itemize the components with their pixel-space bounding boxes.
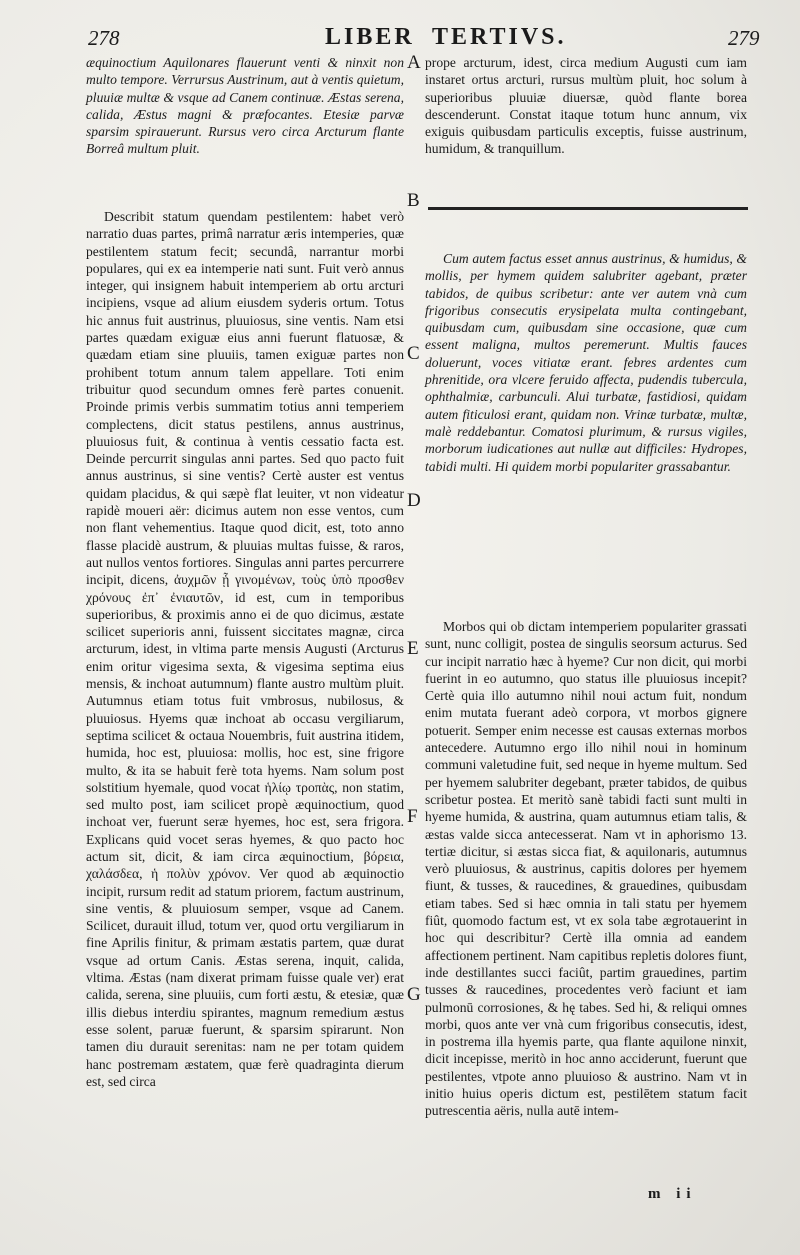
margin-letter-d: D xyxy=(407,490,421,511)
right-commentary-text: Morbos qui ob dictam intemperiem populariter grassati sunt, nunc colligit, postea de singulis seorsum acturus. Sed cur incipit narratio hæc à hyeme? Cur non dicit, qui morbi fuerint in eo autumno, quo status ille pluuiosus incepit? Certè quia illo autumno nihil noui actum fuit, nondum enim mutata fuerant adeò corpora, vt morbos gignere potuerit. Semper enim necesse est causas externas morbos antecedere. Autumno ergo illo nihil noui in hominum communi valetudine fuit, sed neque in hyeme multum. Sed per hyemem salubriter degebant, præter tabidos, de quibus scribetur postea. Et meritò sanè tabidi facti sunt multi in hyeme humida, & austrina, quam autumnus etiam talis, & æstas valde sicca antecesserat. Nam vt in aphorismo 13. tertiæ dicitur, si æstas sicca fiat, & aquilonaris, autumnus verò pluuiosus, & austrinus, capitis dolores per hyemem fiunt, & tusses, & raucedines, & grauedines, quibusdam etiam tabes. Sed si hæc omnia in tali statu per hyemem fiût, quomodo factum est, vt ex sola tabe ægrotauerint in hoc qui describitur? Certè illa omnia ad eandem affectionem pertinent. Nam capitibus repletis dolores fiunt, inde destillantes succi faciût, partim grauedines, partim tusses & raucedines, procedentes verò faciunt et iam pulmonū corrosiones, & hę tabes. Sed hi, & reliqui omnes morbi, quos ante ver vnà cum frigoribus consecutis, idest, in postrema illa hyemis parte, qua flante aquilone ninxit, dicit incepisse, meritò in hoc anno acciderunt, fuerunt que pestilentes, vtpote anno pluuioso & austrino. Nam vt in initio huius operis dictum est, pestilētem statum facit putrescentia aëris, nulla autē intem- xyxy=(425,619,747,1119)
running-head xyxy=(0,22,800,54)
margin-letter-a: A xyxy=(407,52,421,73)
right-lemma-text: Cum autem factus esset annus austrinus, & humidus, & mollis, per hymem quidem salubriter agebant, præter tabidos, de quibus scribetur: ante ver autem vnà cum frigoribus consecutis erysipelata multa contingebant, quibusdam cum, quibusdam sine occasione, quæ cum essent maligna, multos peremerunt. Multis fauces doluerunt, voces vitiatæ erant. febres ardentes cum phrenitide, ora vlcere feruido affecta, pudendis tubercula, ophthalmiæ, carbunculi. Alui turbatæ, fastidiosi, quidam autem fiticulosi erant, quidam non. Vrinæ turbatæ, multæ, malè reddebantur. Comatosi plurimum, & rursus vigiles, morborum iudicationes aut nullæ aut difficiles: Hydropes, tabidi multi. Hi quidem morbi populariter grassabantur. xyxy=(425,251,747,474)
right-lemma-continuation xyxy=(425,54,747,158)
left-lemma-text: æquinoctium Aquilonares flauerunt venti & ninxit non multo tempore. Verrursus Austrinum, aut à ventis quietum, pluuiæ multæ & vsque ad Canem continuæ. Æstas serena, calida, Æstus magni & præfocantes. Etesiæ parvæ sparsim spirauerunt. Rursus vero circa Arcturum flante Borreâ multum pluit. xyxy=(86,55,404,157)
left-commentary-text: Describit statum quendam pestilentem: habet verò narratio duas partes, primâ narratur æris intemperies, quæ pestilentem statum fecit; secundâ, narrantur morbi populares, qui ex ea intemperie nati sunt. Fuit verò annus integer, qui insignem habuit intemperiem ab ortu arcturi incipiens, vsque ad alium eiusdem syderis ortum. Totus hic annus fuit austrinus, pluuiosus, sine ventis. Nam etsi partes quædam exiguæ eius anni fuerunt flatuosæ, & quædam etiam sine pluuiis, tamen exiguæ partes non prohibent totum annum talem appellare. Toti enim tribuitur quod secundum omnes ferè partes conuenit. Proinde primis verbis summatim totius anni temperiem complectens, dicit status pestilens, annus austrinus, pluuiosus fuit, & continua à ventis cessatio facta est. Deinde percurrit singulas anni partes. Sed quo pacto fuit annus austrinus, si sine ventis? Certè auster est ventus quidam placidus, & qui sæpè flat leuiter, vt non videatur rapidè moueri aër: dicimus autem non esse ventos, cum non flant vehementius. Itaque quod dicit, est, toto anno flasse placidè austrum, & pluuias multas fuisse, & raros, aut nullos ventos fortiores. Singulas anni partes percurrere incipit, dicens, ἀυχμῶν ᾗ γινομένων, τοὺς ὑπὸ προσθεν χρόνους ἐπ᾽ ἐνιαυτῶν, id est, cum in temporibus superioribus, & proximis anno ei de quo dicimus, æstate scilicet superioris anni, fuissent siccitates magnæ, circa arcturum, idest, in vltima parte mensis Augusti (Arcturus enim oritur vigesima sexta, & vigesima septima eius mensis, & inchoat autumnum) flante austro multùm pluit. Autumnus etiam totus fuit vmbrosus, nubilosus, & pluuiosus. Hyems quæ inchoat ab occasu vergiliarum, septima scilicet & octaua Nouembris, fuit austrina itidem, humida, hoc est, pluuiosa: mollis, hoc est, sine frigore multo, & ita se habuit ferè tota hyems. Nam solum post solstitium hyemale, quod vocat ἡλίῳ τροπὰς, non statim, sed multo post, iam scilicet propè æquinoctium, quod inchoat ver, fuerunt seræ hyemes, hoc est, sera frigora. Explicans quid vocet seras hyemes, & quo pacto hoc actum sit, dicit, & iam circa æquinoctium, βόρεια, χαλάσδεα, ἡ πολὺν χρόνον. Ver quod ab æquinoctio incipit, rursum redit ad statum priorem, factum austrinum, sine ventis, & pluuiosum semper, vsque ad Canem. Scilicet, durauit illud, totum ver, quod ortu vergiliarum in fine Aprilis finitur, & primam æstatis partem, quæ durat vsque ad ortum Canis. Æstas serena, inquit, calida, vltima. Æstas (nam dixerat primam fuisse quale ver) erat calida, serena, sine pluuiis, cum forti æstu, & etesiæ, quæ illis diebus interdiu spirantes, magnum remedium æstus esse solent, paruæ fuerunt, & sparsim spirarunt. Non tamen diu durauit serenitas: nam ne per totam quidem hanc postremam æstatem, quæ ferè quadraginta dierum est, sed circa xyxy=(86,209,404,1089)
left-lemma-block xyxy=(86,54,404,158)
right-lemma-continuation-text: prope arcturum, idest, circa medium Augusti cum iam instaret ortus arcturi, rursus multùm pluit, hoc solum à superioribus pluuiæ diuersæ, quòd flante borea descenderunt. Constat itaque totum hunc annum, vix exiguis quibusdam particulis exceptis, fuisse austrinum, humidum, & tranquillum. xyxy=(425,55,747,157)
margin-letter-c: C xyxy=(407,343,420,364)
running-title-left: LIBER xyxy=(325,24,415,50)
page-number-right: 279 xyxy=(728,26,760,50)
margin-letter-e: E xyxy=(407,638,419,659)
right-commentary-block xyxy=(425,618,747,1120)
page-number-left: 278 xyxy=(88,26,120,50)
right-lemma-block xyxy=(425,250,747,475)
section-rule xyxy=(428,207,748,210)
signature-mark: m ii xyxy=(648,1186,697,1202)
left-commentary-block xyxy=(86,208,404,1090)
margin-letter-g: G xyxy=(407,984,421,1005)
margin-letter-f: F xyxy=(407,806,418,827)
running-title-right: TERTIVS. xyxy=(432,24,567,50)
margin-letter-b: B xyxy=(407,190,420,211)
